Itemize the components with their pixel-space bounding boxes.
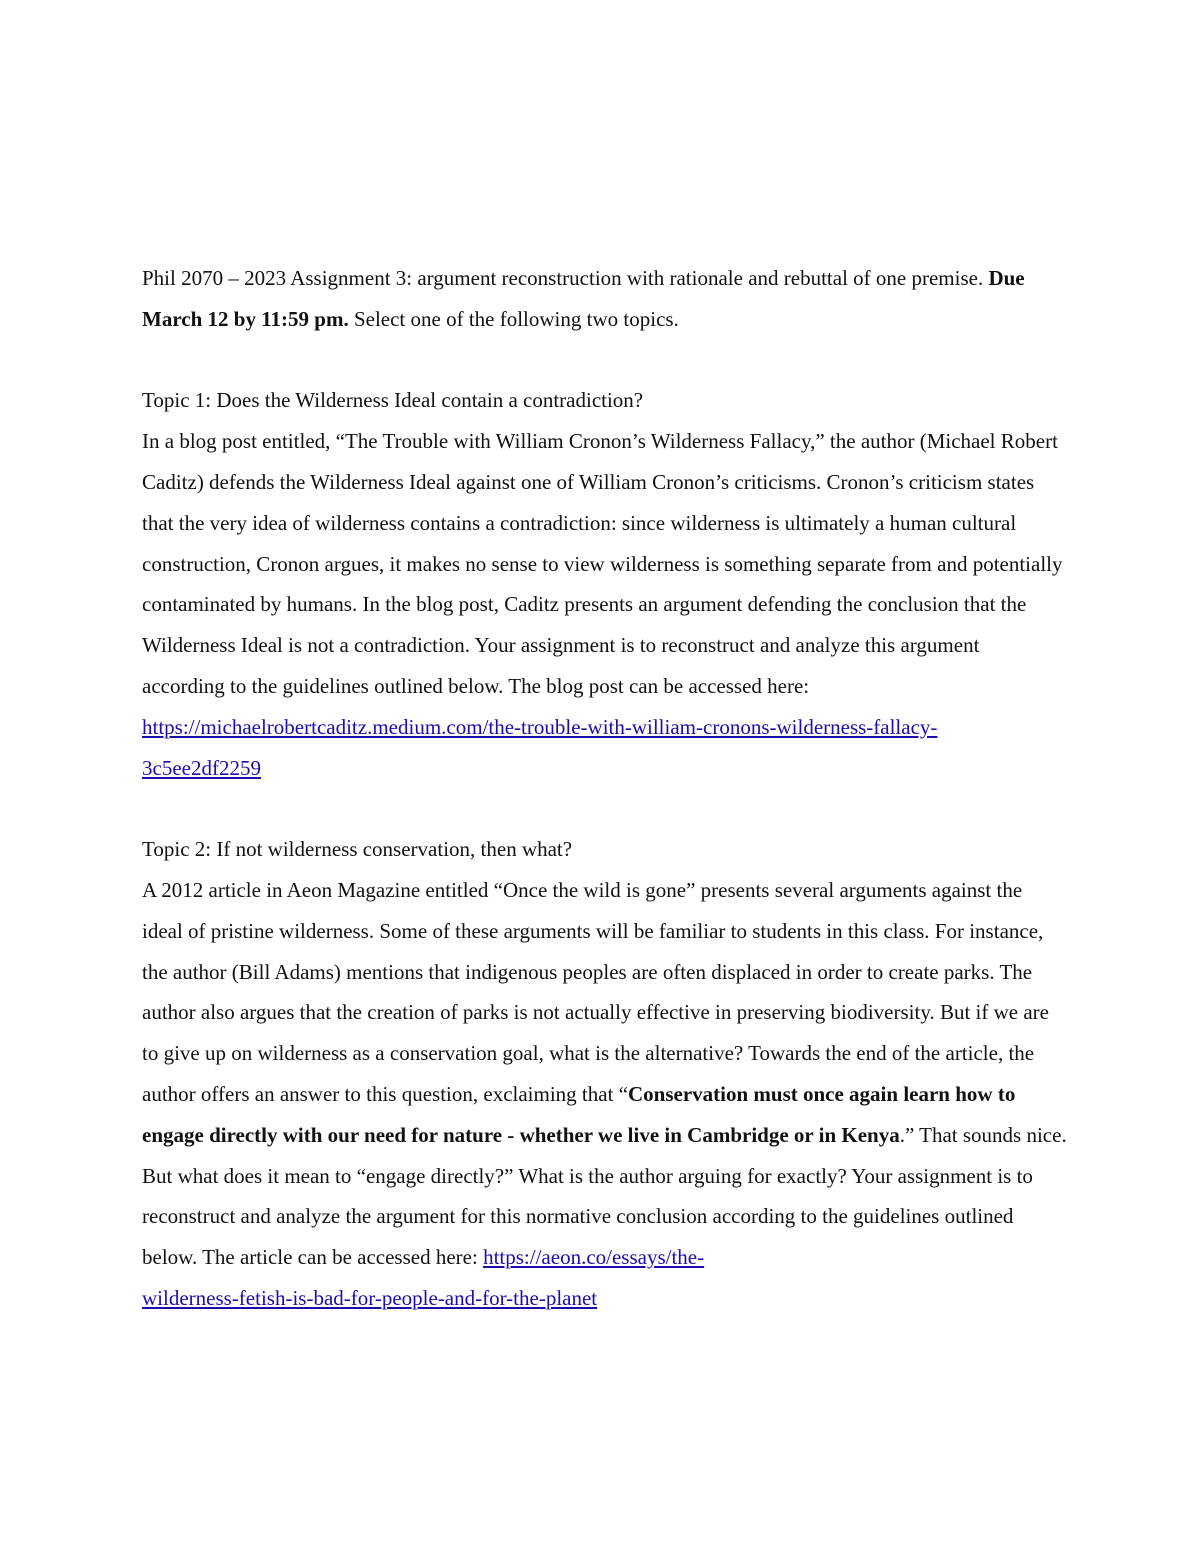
header-select: Select one of the following two topics. — [348, 306, 679, 331]
topic1-link[interactable] — [142, 715, 937, 780]
assignment-header — [142, 258, 1067, 340]
topic2-quote: Conservation must once again learn how to engage directly with our need for nature - whether we live in Cambridge or in Kenya — [142, 1081, 1016, 1147]
topic1-heading: Topic 1: Does the Wilderness Ideal contain a contradiction? — [142, 388, 644, 413]
topic2-body-text: A 2012 article in Aeon Magazine entitled “Once the wild is gone” presents several arguments against the ideal of pristine wilderness. Some of these arguments will be familiar to students in this class. For instance, the author (Bill Adams) mentions that indigenous peoples are often displaced in order to create parks. The author also argues that the creation of parks is not actually effective in preserving biodiversity. But if we are to give up on wilderness as a conservation goal, what is the alternative? Towards the end of the article, the author offers an answer to this question, exclaiming that “ — [142, 877, 1049, 1106]
topic2-link-line1[interactable]: https://aeon.co/essays/the- — [483, 1245, 705, 1270]
topic2-link-line2[interactable]: wilderness-fetish-is-bad-for-people-and-for-the-planet — [142, 1285, 598, 1310]
topic2-body-end: .” That sounds nice. But what does it mean to “engage directly?” What is the author arguing for exactly? Your assignment is to reconstruct and analyze the argument for this normative conclusion according to the guidelines outlined below. The article can be accessed here: — [142, 1122, 1067, 1270]
topic1-link-line2[interactable]: 3c5ee2df2259 — [142, 755, 261, 780]
header-intro: Phil 2070 – 2023 Assignment 3: argument reconstruction with rationale and rebuttal of one premise. — [142, 266, 989, 290]
topic1-body-text: In a blog post entitled, “The Trouble with William Cronon’s Wilderness Fallacy,” the author (Michael Robert Caditz) defends the Wilderness Ideal against one of William Cronon’s criticisms. Cronon’s criticism states that the very idea of wilderness contains a contradiction: since wilderness is ultimately a human cultural construction, Cronon argues, it makes no sense to view wilderness is something separate from and potentially contaminated by humans. In the blog post, Caditz presents an argument defending the conclusion that the Wilderness Ideal is not a contradiction. Your assignment is to reconstruct and analyze this argument according to the guidelines outlined below. The blog post can be accessed here: — [142, 429, 1063, 698]
document-page — [142, 258, 1067, 1319]
topic2-heading: Topic 2: If not wilderness conservation, then what? — [142, 837, 573, 862]
topic1-link-line1[interactable]: https://michaelrobertcaditz.medium.com/the-trouble-with-william-cronons-wilderness-fallacy- — [142, 714, 938, 739]
due-date: Due March 12 by 11:59 pm. — [142, 266, 1025, 331]
spacer — [142, 340, 1067, 381]
topic1-body — [142, 421, 1067, 788]
topic2-body — [142, 870, 1067, 1319]
spacer — [142, 788, 1067, 829]
